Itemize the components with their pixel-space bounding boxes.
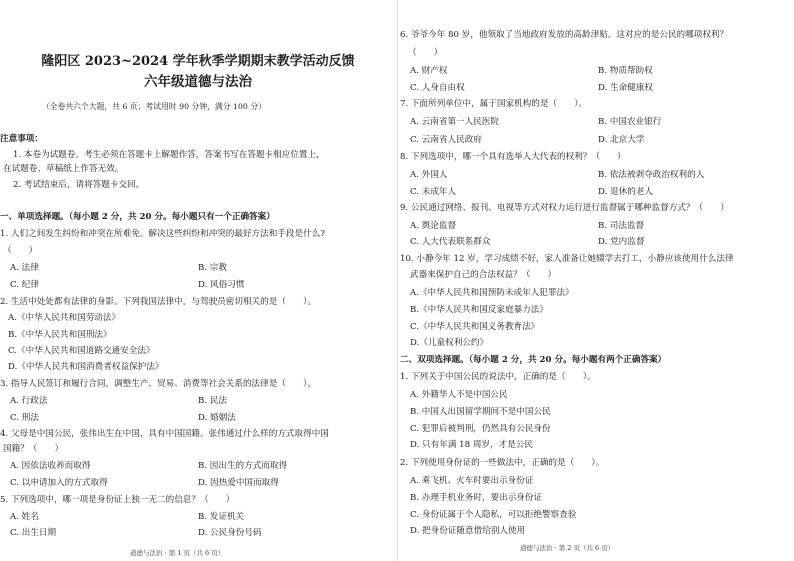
q3-option-b: B. 民法 [198,396,227,406]
q10-option-c: C.《中华人民共和国义务教育法》 [410,322,540,332]
q1-option-d: D. 风俗习惯 [198,280,245,290]
q2-1-option-d: D. 只有年满 18 周岁，才是公民 [410,440,533,450]
exam-subject: 六年级道德与法治 [144,74,252,90]
question-2: 2. 生活中处处都有法律的身影。下列我国法律中，与驾驶员密切相关的是（ ）。 [0,297,317,307]
q5-option-c: C. 出生日期 [10,528,57,538]
q5-option-a: A. 姓名 [10,512,39,522]
q2-option-c: C.《中华人民共和国道路交通安全法》 [8,346,155,356]
page-divider [397,0,398,561]
q3-option-d: D. 婚姻法 [198,413,236,423]
q4-option-a: A. 因依法收养而取得 [10,461,91,471]
q4-option-c: C. 以申请加入的方式取得 [10,478,108,488]
question-1: 1. 人们之间发生纠纷和冲突在所难免。解决这些纠纷和冲突的最好方法和手段是什么? [0,229,325,239]
exam-title: 隆阳区 2023~2024 学年秋季学期期末教学活动反馈 [41,54,355,69]
q1-option-b: B. 宗教 [198,263,227,273]
question-6-paren: （ ） [408,48,443,58]
q8-option-d: D. 退休的老人 [598,187,654,197]
question-8: 8. 下列选项中，哪一个具有选举人大代表的权利？（ ） [400,152,626,162]
q6-option-d: D. 生命健康权 [598,83,654,93]
page-right [400,0,794,561]
q2-option-b: B.《中华人民共和国刑法》 [8,330,112,340]
q6-option-c: C. 人身自由权 [410,83,465,93]
q9-option-c: C. 人大代表联系群众 [410,237,491,247]
q10-option-d: D.《儿童权利公约》 [410,338,489,348]
question-3: 3. 指导人民签订和履行合同，调整生产、贸易、消费等社会关系的法律是（ ）。 [0,379,317,389]
question-2-1: 1. 下列关于中国公民的说法中，正确的是（ ）。 [400,372,596,382]
exam-note: （全卷共六个大题，共 6 页；考试用时 90 分钟，满分 100 分） [42,102,266,111]
q2-2-option-d: D. 把身份证随意借给别人使用 [410,526,526,536]
question-7: 7. 下面所列单位中，属于国家机构的是（ ）。 [400,99,588,109]
q3-option-c: C. 刑法 [10,413,39,423]
question-6: 6. 爷爷今年 80 岁，他领取了当地政府发放的高龄津贴。这对应的是公民的哪项权利？ [400,30,729,40]
q10-option-a: A.《中华人民共和国预防未成年人犯罪法》 [410,288,574,298]
q2-option-d: D.《中华人民共和国消费者权益保护法》 [8,362,164,372]
question-5: 5. 下列选项中，哪一项是身份证上独一无二的信息？（ ） [0,495,235,505]
footer-left: 道德与法治 · 第 1 页（共 6 页） [130,549,225,557]
q10-option-b: B.《中华人民共和国反家庭暴力法》 [410,305,548,315]
q7-option-a: A. 云南省第一人民医院 [410,117,500,127]
q5-option-b: B. 发证机关 [198,512,245,522]
question-10: 10. 小静今年 12 岁，学习成绩不好，家人准备让她辍学去打工，小静应该使用什么法律 [400,254,734,264]
q7-option-c: C. 云南省人民政府 [410,135,482,145]
notice-line-2: 2. 考试结束后，请将答题卡交回。 [13,180,145,190]
q9-option-d: D. 党内监督 [598,237,645,247]
q5-option-d: D. 公民身份号码 [198,528,262,538]
q4-option-b: B. 因出生的方式而取得 [198,461,288,471]
q9-option-a: A. 舆论监督 [410,221,457,231]
question-1-paren: （ ） [3,246,38,256]
section-1-heading: 一、单项选择题。（每小题 2 分，共 20 分。每小题只有一个正确答案） [0,212,275,222]
question-2-2: 2. 下列使用身份证的一些做法中，正确的是（ ）。 [400,458,605,468]
q7-option-d: D. 北京大学 [598,135,645,145]
q7-option-b: B. 中国农业银行 [598,117,662,127]
question-10-cont: 武器来保护自己的合法权益？（ ） [410,270,557,280]
notice-line-1b: 在试题卷、草稿纸上作答无效。 [3,164,124,174]
q2-1-option-a: A. 外籍华人不是中国公民 [410,390,508,400]
q9-option-b: B. 司法监督 [598,221,645,231]
q1-option-c: C. 纪律 [10,280,39,290]
section-2-heading: 二、双项选择题。（每小题 2 分，共 20 分。每小题有两个正确答案） [400,355,667,365]
q6-option-b: B. 物质帮助权 [598,66,653,76]
q8-option-c: C. 未成年人 [410,187,457,197]
notice-line-1: 1. 本卷为试题卷。考生必须在答题卡上解题作答，答案书写在答题卡相应位置上， [13,150,325,160]
q2-option-a: A.《中华人民共和国劳动法》 [8,313,121,323]
page-left [0,0,396,561]
question-4-cont: 国籍？（ ） [3,444,64,454]
q2-2-option-b: B. 办理手机业务时，要出示身份证 [410,493,543,503]
q2-2-option-c: C. 身份证属于个人隐私，可以拒绝警察查验 [410,510,577,520]
q8-option-a: A. 外国人 [410,170,448,180]
q1-option-a: A. 法律 [10,263,39,273]
q6-option-a: A. 财产权 [410,66,448,76]
q2-1-option-c: C. 犯罪后被判刑，仍然具有公民身份 [410,424,551,434]
q2-2-option-a: A. 乘飞机、火车时要出示身份证 [410,476,534,486]
question-4: 4. 父母是中国公民，张伟出生在中国，具有中国国籍。张伟通过什么样的方式取得中国 [0,429,329,439]
q2-1-option-b: B. 中国人出国留学期间不是中国公民 [410,407,551,417]
q8-option-b: B. 依法被剥夺政治权利的人 [598,170,705,180]
footer-right: 道德与法治 · 第 2 页（共 6 页） [520,544,615,552]
notice-heading: 注意事项： [0,134,43,144]
q3-option-a: A. 行政法 [10,396,48,406]
q4-option-d: D. 因热爱中国而取得 [198,478,279,488]
question-9: 9. 公民通过网络、报刊、电视等方式对权力运行进行监督属于哪种监督方式？（ ） [400,203,729,213]
